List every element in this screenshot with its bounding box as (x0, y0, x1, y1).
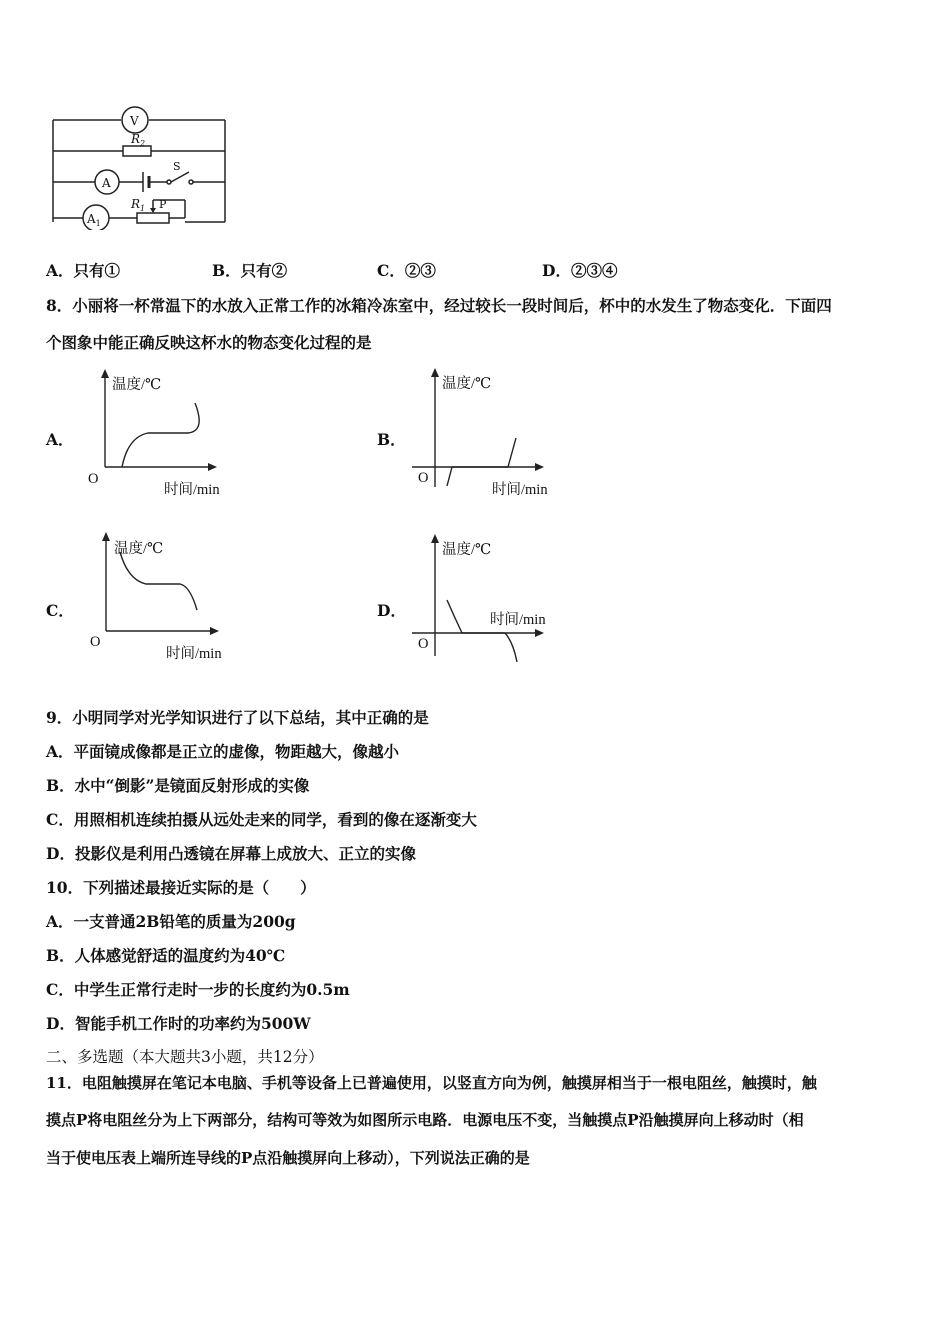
graph-d-origin: O (418, 636, 429, 652)
q10-option-a: A．一支普通2B铅笔的质量为200g (46, 912, 296, 931)
q7-option-d: D．②③④ (542, 261, 618, 280)
circuit-r1-sub: 1 (140, 204, 146, 213)
q11-stem-line2: 摸点P将电阻丝分为上下两部分，结构可等效为如图所示电路．电源电压不变，当触摸点P沿触摸屏向上移动时（相 (46, 1111, 804, 1129)
circuit-ammeter1-sub: 1 (95, 219, 101, 228)
graph-b-label: B． (377, 430, 406, 449)
graph-b (410, 362, 580, 497)
q9-stem: 9．小明同学对光学知识进行了以下总结，其中正确的是 (46, 708, 429, 727)
q11-stem-line1: 11．电阻触摸屏在笔记本电脑、手机等设备上已普遍使用，以竖直方向为例，触摸屏相当于一根电阻丝，触摸时，触 (46, 1074, 817, 1092)
graph-c-origin: O (90, 634, 101, 650)
circuit-r2-sub: 2 (140, 139, 146, 148)
q10-option-c: C．中学生正常行走时一步的长度约为0.5m (46, 980, 350, 999)
graph-a-xlabel: 时间/min (164, 482, 220, 498)
q10-option-d: D．智能手机工作时的功率约为500W (46, 1014, 311, 1033)
graph-b-origin: O (418, 470, 429, 486)
graph-c-ylabel: 温度/℃ (114, 541, 164, 557)
q9-option-c: C．用照相机连续拍摄从远处走来的同学，看到的像在逐渐变大 (46, 810, 477, 829)
q10-stem: 10．下列描述最接近实际的是（ ） (46, 878, 316, 897)
graph-d-label: D． (377, 601, 406, 620)
graph-d-plot (410, 528, 580, 668)
svg-text:A1 (86, 212, 101, 228)
q9-option-b: B．水中“倒影”是镜面反射形成的实像 (46, 776, 310, 795)
q8-stem-line2: 个图象中能正确反映这杯水的物态变化过程的是 (46, 333, 372, 352)
circuit-ammeter-label: A (102, 176, 111, 190)
graph-b-xlabel: 时间/min (492, 482, 548, 498)
graph-c-label: C． (46, 601, 74, 620)
graph-a-ylabel: 温度/℃ (112, 377, 162, 393)
circuit-switch-label: S (173, 160, 181, 173)
graph-a-plot (78, 365, 248, 500)
graph-b-ylabel: 温度/℃ (442, 376, 492, 392)
graph-a-origin: O (88, 471, 99, 487)
svg-text:R2 (130, 132, 145, 148)
graph-c-xlabel: 时间/min (166, 646, 222, 662)
svg-text:R1 (130, 197, 145, 213)
circuit-voltmeter-label: V (130, 114, 139, 128)
graph-d-xlabel: 时间/min (490, 612, 546, 628)
q9-option-d: D．投影仪是利用凸透镜在屏幕上成放大、正立的实像 (46, 844, 416, 863)
circuit-r1-label: R (131, 197, 141, 211)
circuit-diagram (45, 100, 235, 230)
graph-b-plot (410, 362, 580, 497)
graph-c-plot (80, 528, 250, 663)
q11-stem-line3: 当于使电压表上端所连导线的P点沿触摸屏向上移动），下列说法正确的是 (46, 1149, 530, 1167)
graph-d-ylabel: 温度/℃ (442, 542, 492, 558)
q9-option-a: A．平面镜成像都是正立的虚像，物距越大，像越小 (46, 742, 400, 761)
q10-option-b: B．人体感觉舒适的温度约为40℃ (46, 946, 286, 965)
graph-a-label: A． (46, 430, 74, 449)
q8-stem-line1: 8．小丽将一杯常温下的水放入正常工作的冰箱冷冻室中，经过较长一段时间后，杯中的水发生了物态变化．下面四 (46, 296, 832, 315)
graph-a (78, 365, 248, 500)
circuit-ammeter1-label: A (87, 212, 96, 226)
q7-option-c: C．②③ (377, 261, 436, 280)
graph-d (410, 528, 580, 668)
circuit-slider-label: P (159, 198, 167, 211)
graph-c (80, 528, 250, 663)
q7-option-b: B．只有② (212, 261, 288, 280)
section2-title: 二、多选题（本大题共3小题，共12分） (46, 1048, 324, 1066)
q7-option-a: A．只有① (46, 261, 121, 280)
circuit-r2-label: R (131, 132, 141, 146)
